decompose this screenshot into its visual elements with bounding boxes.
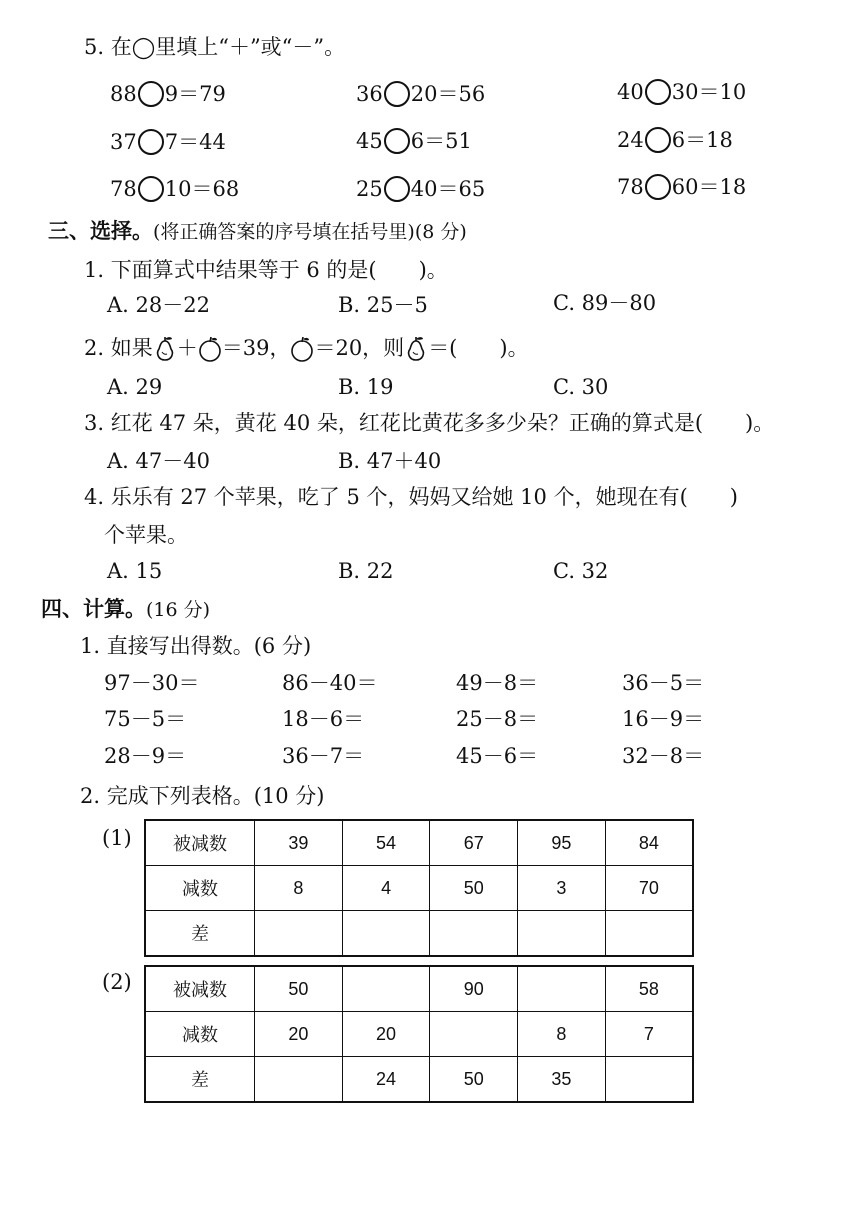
table-1-label: (1) [102,826,132,850]
table-row [145,911,693,957]
row-header: 减数 [145,1012,255,1057]
table-cell: 39 [255,820,343,866]
section-4-heading: 四、计算。(16 分) [41,597,211,621]
option[interactable]: B. 25－5 [338,293,428,317]
table-cell: 20 [342,1012,430,1057]
row-header: 被减数 [145,966,255,1012]
equation: 78 60＝18 [617,175,747,199]
table-cell: 8 [518,1012,606,1057]
answer-cell[interactable] [605,1057,693,1103]
table-cell: 50 [255,966,343,1012]
option[interactable]: B. 22 [338,559,394,583]
table-cell: 35 [518,1057,606,1103]
table-cell: 70 [605,866,693,911]
table-cell: 20 [255,1012,343,1057]
calc-item[interactable]: 49－8＝ [456,671,539,695]
answer-cell[interactable] [255,1057,343,1103]
calc-item[interactable]: 36－7＝ [282,744,365,768]
option[interactable]: C. 30 [553,375,609,399]
calc-item[interactable]: 32－8＝ [622,744,705,768]
table-row [145,1012,693,1057]
table-row [145,866,693,911]
table-cell: 58 [605,966,693,1012]
calc-part2-title: 2. 完成下列表格。(10 分) [80,784,325,808]
calc-item[interactable]: 75－5＝ [104,707,187,731]
table-cell: 3 [518,866,606,911]
table-2-label: (2) [102,970,132,994]
choice-q4-cont: 个苹果。 [104,523,188,547]
table-cell: 7 [605,1012,693,1057]
table-cell: 8 [255,866,343,911]
equation: 40 30＝10 [617,80,747,104]
calc-item[interactable]: 25－8＝ [456,707,539,731]
choice-q4: 4. 乐乐有 27 个苹果，吃了 5 个，妈妈又给她 10 个，她现在有( ) [84,485,738,509]
answer-cell[interactable] [430,1012,518,1057]
answer-circle[interactable] [645,79,671,105]
row-header: 差 [145,1057,255,1103]
table-1 [144,819,694,957]
table-cell: 84 [605,820,693,866]
equation: 24 6＝18 [617,128,733,152]
answer-circle[interactable] [138,81,164,107]
option[interactable]: A. 28－22 [107,293,210,317]
table-cell: 50 [430,1057,518,1103]
calc-item[interactable]: 97－30＝ [104,671,200,695]
answer-cell[interactable] [518,911,606,957]
choice-q1: 1. 下面算式中结果等于 6 的是( )。 [84,258,448,282]
table-cell: 50 [430,866,518,911]
table-cell: 54 [342,820,430,866]
answer-circle[interactable] [384,128,410,154]
q5-title: 5. 在◯里填上“＋”或“－”。 [84,35,346,59]
option[interactable]: B. 47＋40 [338,449,442,473]
table-row [145,966,693,1012]
table-row [145,1057,693,1103]
answer-circle[interactable] [645,127,671,153]
answer-cell[interactable] [255,911,343,957]
option[interactable]: A. 29 [107,375,163,399]
equation: 88 9＝79 [110,82,226,106]
answer-circle[interactable] [138,129,164,155]
choice-q2: 2. 如果 ＋ ＝39， ＝20，则 ＝( )。 [84,336,529,360]
apple-icon [290,336,314,362]
row-header: 差 [145,911,255,957]
calc-item[interactable]: 45－6＝ [456,744,539,768]
answer-cell[interactable] [342,911,430,957]
pear-icon [404,336,428,362]
pear-icon [153,336,177,362]
equation: 78 10＝68 [110,177,240,201]
answer-circle[interactable] [138,176,164,202]
table-row [145,820,693,866]
calc-item[interactable]: 18－6＝ [282,707,365,731]
equation: 37 7＝44 [110,130,226,154]
answer-cell[interactable] [518,966,606,1012]
calc-item[interactable]: 16－9＝ [622,707,705,731]
row-header: 减数 [145,866,255,911]
answer-circle[interactable] [384,176,410,202]
calc-item[interactable]: 36－5＝ [622,671,705,695]
calc-item[interactable]: 86－40＝ [282,671,378,695]
table-cell: 4 [342,866,430,911]
option[interactable]: B. 19 [338,375,394,399]
answer-cell[interactable] [342,966,430,1012]
equation: 45 6＝51 [356,129,472,153]
answer-circle[interactable] [384,81,410,107]
option[interactable]: C. 89－80 [553,291,657,315]
answer-cell[interactable] [605,911,693,957]
option[interactable]: A. 47－40 [107,449,210,473]
table-cell: 90 [430,966,518,1012]
answer-cell[interactable] [430,911,518,957]
row-header: 被减数 [145,820,255,866]
equation: 36 20＝56 [356,82,486,106]
option[interactable]: C. 32 [553,559,609,583]
choice-q3: 3. 红花 47 朵，黄花 40 朵，红花比黄花多多少朵？正确的算式是( )。 [84,411,775,435]
table-cell: 67 [430,820,518,866]
section-3-heading: 三、选择。(将正确答案的序号填在括号里)(8 分) [48,219,467,243]
option[interactable]: A. 15 [107,559,163,583]
calc-part1-title: 1. 直接写出得数。(6 分) [80,634,312,658]
calc-item[interactable]: 28－9＝ [104,744,187,768]
apple-icon [198,336,222,362]
answer-circle[interactable] [645,174,671,200]
table-2 [144,965,694,1103]
table-cell: 95 [518,820,606,866]
table-cell: 24 [342,1057,430,1103]
equation: 25 40＝65 [356,177,486,201]
